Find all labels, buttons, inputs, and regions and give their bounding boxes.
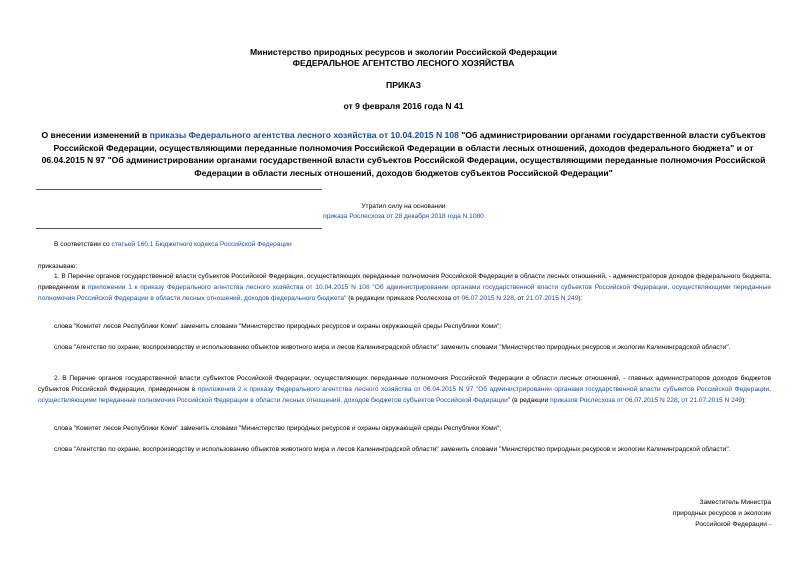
item-1-paragraph	[38, 271, 771, 305]
agency-heading: ФЕДЕРАЛЬНОЕ АГЕНТСТВО ЛЕСНОГО ХОЗЯЙСТВА	[292, 58, 515, 68]
item-2-sub-2: слова "Агентство по охране, воспроизводству и использованию объектов животного мира и лесов Калининградской области" заменить словами "Министерство природных ресурсов и экологии Калининградской области".	[54, 446, 731, 453]
item-2-text-d: ):	[742, 397, 747, 405]
item-1-text-b: (в редакции приказов Рослесхоза от	[346, 295, 462, 303]
divider-bottom	[36, 228, 322, 229]
basis-link[interactable]: статьей 160.1 Бюджетного кодекса Российской Федерации	[111, 241, 292, 248]
item-2-link-b2[interactable]: от 21.07.2015 N 249	[681, 397, 743, 405]
signature-line-1: Заместитель Министра	[699, 499, 771, 506]
doc-date-heading: от 9 февраля 2016 года N 41	[343, 101, 464, 111]
item-1-text-c: , от	[513, 295, 526, 303]
item-2-text-c: ,	[677, 397, 682, 405]
status-link[interactable]: приказа Рослесхоза от 28 декабря 2018 года N 1080	[323, 213, 484, 220]
item-2-text-b: (в редакции	[510, 397, 551, 405]
title-text: О внесении изменений в	[41, 130, 150, 140]
item-2-sub-1: слова "Комитет лесов Республики Коми" заменить словами "Министерство природных ресурсов и охраны окружающей среды Республики Коми";	[54, 425, 502, 432]
item-1-sub-1: слова "Комитет лесов Республики Коми" заменить словами "Министерство природных ресурсов и охраны окружающей среды Республики Коми";	[54, 323, 502, 330]
item-2-text: 2. В Перечне органов государственной власти субъектов Российской Федерации, осуществляющих переданные полномочия Российской Федерации в области лесных отношений, - главных администраторов доходов бюджетов субъектов Российской Федерации, приведенном в	[38, 375, 771, 394]
item-1-link-b1[interactable]: 06.07.2015 N 228	[461, 295, 514, 303]
order-word: приказываю:	[38, 263, 78, 270]
item-1-text-d: ):	[578, 295, 583, 303]
item-2-link-b0[interactable]: приказов Рослесхоза от 06.07.2015 N 228	[550, 397, 678, 405]
title-link[interactable]: приказы Федерального агентства лесного хозяйства от 10.04.2015 N 108	[149, 130, 459, 140]
divider-top	[36, 189, 322, 190]
basis-text: В соответствии со	[54, 241, 112, 248]
basis-paragraph	[38, 239, 771, 250]
item-1-link-b2[interactable]: 21.07.2015 N 249	[525, 295, 579, 303]
title-text-rest: "Об администрировании органами государственной власти субъектов Российской Федерации, осуществляющими переданные полномочия Российской Федерации в области лесных отношений, доходов федерального бюджета" и от 06.04.2015 N 97 "Об администрировании органами государственной власти субъектов Российской Федерации, осуществляющими переданные полномочия Российской Федерации в области лесных отношений, доходов бюджетов субъектов Российской Федерации"	[41, 130, 766, 178]
document-title	[36, 129, 771, 179]
item-2-paragraph	[38, 373, 771, 407]
signature-line-2: природных ресурсов и экологии	[672, 510, 771, 517]
item-2-link[interactable]: приложении 2 к приказу Федерального агентства лесного хозяйства от 06.04.2015 N 97 "Об администрировании органами государственной власти субъектов Российской Федерации, осуществляющими переданные полномочия Российской Федерации в области лесных отношений, доходов бюджетов субъектов Российской Федерации"	[38, 386, 771, 405]
signature-line-3: Российской Федерации -	[695, 521, 771, 528]
status-note: Утратил силу на основании	[361, 203, 446, 210]
item-1-text: 1. В Перечне органов государственной власти субъектов Российской Федерации, осуществляющих переданные полномочия Российской Федерации в области лесных отношений, - администраторов доходов федерального бюджета, приведенном в	[38, 273, 771, 292]
doc-type-heading: ПРИКАЗ	[386, 80, 421, 90]
item-1-link[interactable]: приложении 1 к приказу Федерального агентства лесного хозяйства от 10.04.2015 N 108 "Об администрировании органами государственной власти субъектов Российской Федерации, осуществляющими переданные полномочия Российской Федерации в области лесных отношений, доходов федерального бюджета"	[38, 284, 771, 303]
item-1-sub-2: слова "Агентство по охране, воспроизводству и использованию объектов животного мира и лесов Калининградской области" заменить словами "Министерство природных ресурсов и экологии Калининградской области".	[54, 344, 731, 351]
ministry-heading: Министерство природных ресурсов и экологии Российской Федерации	[250, 47, 557, 57]
